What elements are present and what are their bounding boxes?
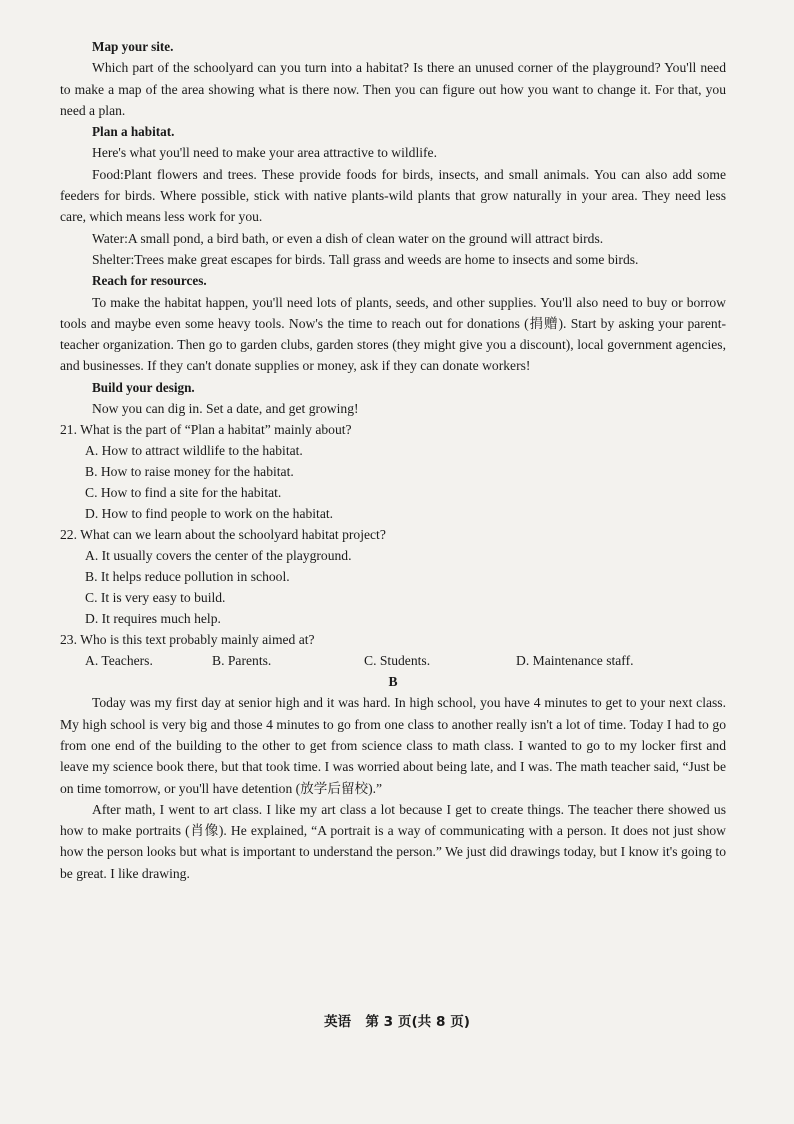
heading-build-your-design: Build your design.	[92, 379, 195, 395]
paragraph-map-your-site: Which part of the schoolyard can you turn into a habitat? Is there an unused corner of the playground? You'll need to make a map of the area showing what is there now. Then you can figure out how you want to change it. For that, you need a plan.	[60, 60, 726, 118]
question-22	[60, 524, 726, 629]
question-stem: 23. Who is this text probably mainly aimed at?	[60, 632, 315, 648]
paragraph-b-2: After math, I went to art class. I like my art class a lot because I get to create things. The teacher there showed us how to make portraits (肖像). He explained, “A portrait is a way of communicating with a person. It does not just show how the person looks but what is important to understand the person.” We just did drawings today, but I know it's going to be great. I like drawing.	[60, 801, 726, 881]
option-a: A. How to attract wildlife to the habitat.	[85, 443, 303, 459]
option-d: D. It requires much help.	[85, 611, 221, 627]
heading-reach-for-resources: Reach for resources.	[92, 273, 207, 289]
paragraph-water: Water:A small pond, a bird bath, or even a dish of clean water on the ground will attract birds.	[92, 230, 604, 246]
option-c: C. How to find a site for the habitat.	[85, 485, 282, 501]
question-stem: 21. What is the part of “Plan a habitat” mainly about?	[60, 422, 352, 438]
paragraph-reach-for-resources: To make the habitat happen, you'll need lots of plants, seeds, and other supplies. You'll also need to buy or borrow tools and maybe even some heavy tools. Now's the time to reach out for donations (捐赠). Start by asking your parent-teacher organization. Then go to garden clubs, garden stores (they might give you a discount), local government agencies, and businesses. If they can't donate supplies or money, ask if they can donate workers!	[60, 294, 726, 374]
paragraph-shelter: Shelter:Trees make great escapes for birds. Tall grass and weeds are home to insects and some birds.	[92, 251, 639, 267]
heading-map-your-site: Map your site.	[92, 39, 174, 54]
option-c: C. Students.	[364, 653, 431, 669]
option-b: B. It helps reduce pollution in school.	[85, 569, 290, 585]
heading-plan-a-habitat: Plan a habitat.	[92, 124, 175, 140]
option-c: C. It is very easy to build.	[85, 590, 226, 606]
question-stem: 22. What can we learn about the schoolyard habitat project?	[60, 527, 386, 543]
section-label-b: B	[388, 674, 398, 690]
question-23	[60, 629, 726, 671]
option-b: B. Parents.	[212, 653, 272, 669]
option-b: B. How to raise money for the habitat.	[85, 464, 294, 480]
paragraph-build-your-design: Now you can dig in. Set a date, and get growing!	[92, 401, 359, 417]
options-row	[60, 650, 726, 671]
option-d: D. How to find people to work on the habitat.	[85, 506, 334, 522]
option-a: A. It usually covers the center of the playground.	[85, 548, 352, 564]
paragraph-b-1: Today was my first day at senior high and it was hard. In high school, you have 4 minutes to get to your next class. My high school is very big and those 4 minutes to go from one class to another really isn't a lot of time. Today I had to go from one end of the building to the other to get from science class to math class. I wanted to go to my locker first and leave my science book there, but that took time. I was worried about being late, and I was. The math teacher said, “Just be on time tomorrow, or you'll have detention (放学后留校).”	[60, 695, 726, 796]
paragraph-plan-intro: Here's what you'll need to make your area attractive to wildlife.	[92, 145, 437, 161]
page-footer: 英语 第 3 页(共 8 页)	[323, 1014, 471, 1030]
paragraph-food: Food:Plant flowers and trees. These provide foods for birds, insects, and small animals. You can also add some feeders for birds. Where possible, stick with native plants-wild plants that grow naturally in your area. They need less care, which means less work for you.	[60, 166, 726, 225]
option-d: D. Maintenance staff.	[516, 653, 634, 669]
question-21	[60, 419, 726, 524]
option-a: A. Teachers.	[85, 653, 153, 669]
